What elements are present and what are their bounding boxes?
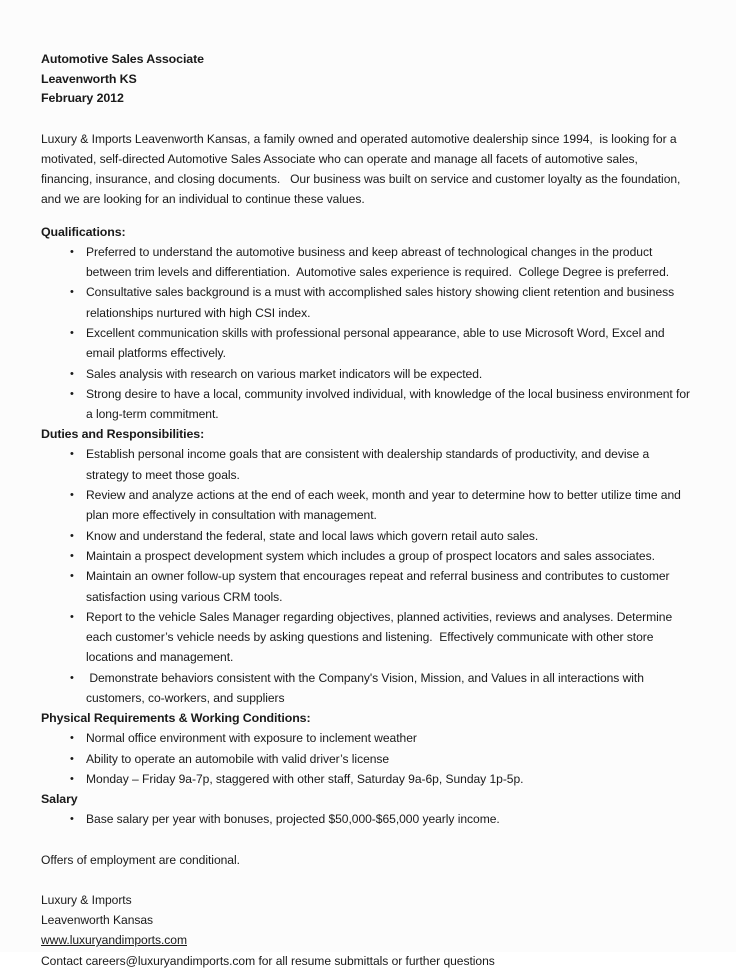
list-item: • Establish personal income goals that are consistent with dealership standards of productivity, and devise a strategy to meet those goals.	[41, 444, 692, 485]
contact-city: Leavenworth Kansas	[41, 913, 154, 928]
list-item: • Monday – Friday 9a-7p, staggered with other staff, Saturday 9a-6p, Sunday 1p-5p.	[41, 769, 692, 789]
list-item: • Normal office environment with exposure to inclement weather	[41, 728, 692, 748]
list-item: • Report to the vehicle Sales Manager regarding objectives, planned activities, reviews and analyses. Determine each customer’s vehicle needs by asking questions and listening. Effectively communicate with other store locations and management.	[41, 607, 692, 668]
section-heading-duties: Duties and Responsibilities:	[41, 427, 205, 442]
contact-company: Luxury & Imports	[41, 892, 132, 907]
list-item: • Know and understand the federal, state and local laws which govern retail auto sales.	[41, 526, 692, 546]
intro-paragraph: Luxury & Imports Leavenworth Kansas, a family owned and operated automotive dealership since 1994, is looking for a motivated, self-directed Automotive Sales Associate who can operate and manage all facets of automotive sales, financing, insurance, and closing documents. Our business was built on service and customer loyalty as the foundation, and we are looking for an individual to continue these values.	[41, 131, 684, 207]
list-item: • Preferred to understand the automotive business and keep abreast of technological changes in the product between trim levels and differentiation. Automotive sales experience is required. College Degree is preferred.	[41, 242, 692, 283]
section-heading-salary: Salary	[41, 792, 78, 807]
list-item: • Maintain an owner follow-up system that encourages repeat and referral business and contributes to customer satisfaction using various CRM tools.	[41, 566, 692, 607]
posting-date: February 2012	[41, 91, 124, 105]
duties-list	[41, 444, 692, 708]
list-item: • Demonstrate behaviors consistent with the Company's Vision, Mission, and Values in all interactions with customers, co-workers, and suppliers	[41, 668, 692, 709]
contact-website-link[interactable]: www.luxuryandimports.com	[41, 933, 187, 948]
list-item: • Review and analyze actions at the end of each week, month and year to determine how to better utilize time and plan more effectively in consultation with management.	[41, 485, 692, 526]
contact-block	[41, 890, 692, 971]
qualifications-list	[41, 242, 692, 425]
closing-note: Offers of employment are conditional.	[41, 852, 240, 867]
list-item: • Ability to operate an automobile with valid driver’s license	[41, 749, 692, 769]
salary-list	[41, 809, 692, 829]
job-location: Leavenworth KS	[41, 71, 137, 86]
list-item: • Strong desire to have a local, community involved individual, with knowledge of the local business environment for a long-term commitment.	[41, 384, 692, 425]
list-item: • Sales analysis with research on various market indicators will be expected.	[41, 364, 692, 384]
contact-email-line: Contact careers@luxuryandimports.com for all resume submittals or further questions	[41, 953, 495, 968]
physical-requirements-list	[41, 728, 692, 789]
job-title: Automotive Sales Associate	[41, 52, 204, 66]
document-header	[41, 50, 692, 109]
list-item: • Excellent communication skills with professional personal appearance, able to use Microsoft Word, Excel and email platforms effectively.	[41, 323, 692, 364]
section-heading-physical-requirements: Physical Requirements & Working Conditions:	[41, 711, 311, 726]
list-item: • Consultative sales background is a must with accomplished sales history showing client retention and business relationships nurtured with high CSI index.	[41, 282, 692, 323]
list-item: • Base salary per year with bonuses, projected $50,000-$65,000 yearly income.	[41, 809, 692, 829]
list-item: • Maintain a prospect development system which includes a group of prospect locators and sales associates.	[41, 546, 692, 566]
section-heading-qualifications: Qualifications:	[41, 224, 126, 239]
job-posting-document	[41, 50, 692, 971]
